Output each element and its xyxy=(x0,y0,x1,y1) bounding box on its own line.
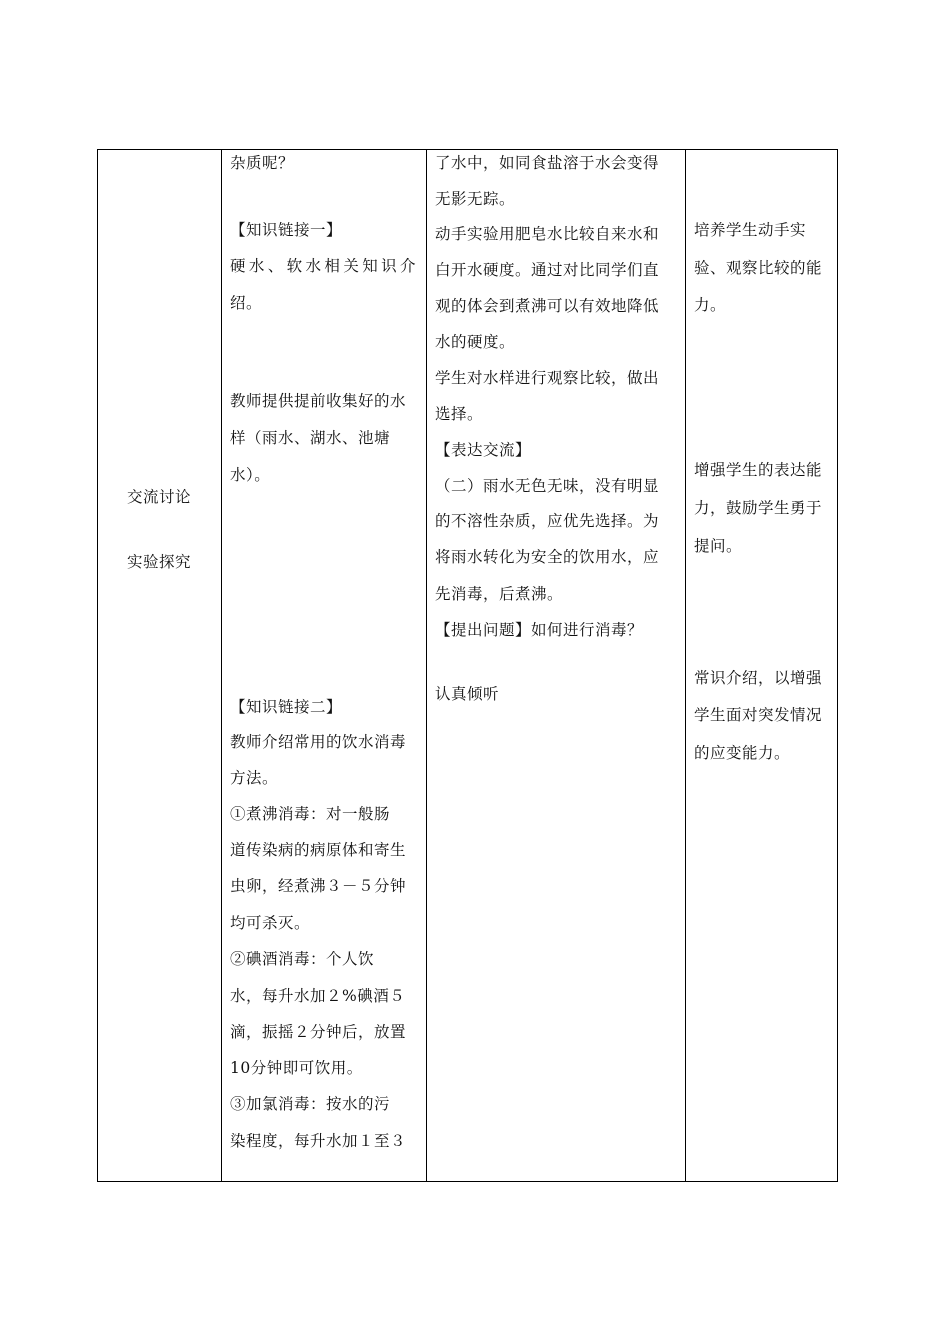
text-line: 杂质呢？ xyxy=(230,154,295,172)
text-line: ③加氯消毒：按水的污 xyxy=(230,1095,391,1113)
text-line: 的不溶性杂质，应优先选择。为 xyxy=(435,512,660,530)
question-heading: 【提出问题】如何进行消毒？ xyxy=(435,621,644,639)
knowledge-link-heading: 【知识链接二】 xyxy=(230,698,343,716)
text-line: 水，每升水加２%碘酒５ xyxy=(230,987,406,1005)
lesson-plan-table xyxy=(97,149,838,1182)
text-line: 了水中，如同食盐溶于水会变得 xyxy=(435,154,660,172)
text-line: 10分钟即可饮用。 xyxy=(230,1059,363,1077)
text-line: 教师提供提前收集好的水 xyxy=(230,392,407,410)
text-line: 动手实验用肥皂水比较自来水和 xyxy=(435,225,660,243)
text-line: 提问。 xyxy=(694,537,743,555)
text-line: 滴，振摇２分钟后，放置 xyxy=(230,1023,407,1041)
text-line: 教师介绍常用的饮水消毒 xyxy=(230,733,407,751)
text-line: 水）。 xyxy=(230,466,271,484)
text-line: 方法。 xyxy=(230,769,279,787)
text-line: ①煮沸消毒：对一般肠 xyxy=(230,805,391,823)
text-line: 无影无踪。 xyxy=(435,190,516,208)
text-line: 虫卵，经煮沸３－５分钟 xyxy=(230,877,407,895)
text-line: 绍。 xyxy=(230,294,263,312)
design-intent-column xyxy=(686,150,838,1181)
text-line: 验、观察比较的能 xyxy=(694,259,823,277)
text-line: 力，鼓励学生勇于 xyxy=(694,499,823,517)
text-line: 道传染病的病原体和寄生 xyxy=(230,841,407,859)
stage-label-discussion: 交流讨论 xyxy=(127,488,192,506)
text-line: 增强学生的表达能 xyxy=(694,461,823,479)
stage-column xyxy=(98,150,221,1181)
text-line: 先消毒，后煮沸。 xyxy=(435,585,564,603)
knowledge-link-heading: 【知识链接一】 xyxy=(230,221,343,239)
text-line: 认真倾听 xyxy=(435,685,500,703)
text-line: 选择。 xyxy=(435,405,484,423)
text-line: 均可杀灭。 xyxy=(230,914,311,932)
text-line: 的应变能力。 xyxy=(694,744,791,762)
expression-heading: 【表达交流】 xyxy=(435,441,532,459)
text-line: 硬水、软水相关知识介 xyxy=(230,257,416,275)
text-line: 常识介绍，以增强 xyxy=(694,669,823,687)
student-activity-column xyxy=(427,150,685,1181)
text-line: 培养学生动手实 xyxy=(694,221,807,239)
text-line: 观的体会到煮沸可以有效地降低 xyxy=(435,297,660,315)
text-line: 水的硬度。 xyxy=(435,333,516,351)
text-line: 学生对水样进行观察比较，做出 xyxy=(435,369,660,387)
text-line: （二）雨水无色无味，没有明显 xyxy=(435,477,660,495)
text-line: 样（雨水、湖水、池塘 xyxy=(230,429,391,447)
teacher-activity-column xyxy=(222,150,426,1181)
stage-label-experiment: 实验探究 xyxy=(127,553,192,571)
text-line: 染程度，每升水加１至３ xyxy=(230,1132,407,1150)
text-line: 将雨水转化为安全的饮用水，应 xyxy=(435,548,660,566)
text-line: 白开水硬度。通过对比同学们直 xyxy=(435,261,660,279)
text-line: ②碘酒消毒：个人饮 xyxy=(230,950,375,968)
text-line: 力。 xyxy=(694,296,727,314)
text-line: 学生面对突发情况 xyxy=(694,706,823,724)
